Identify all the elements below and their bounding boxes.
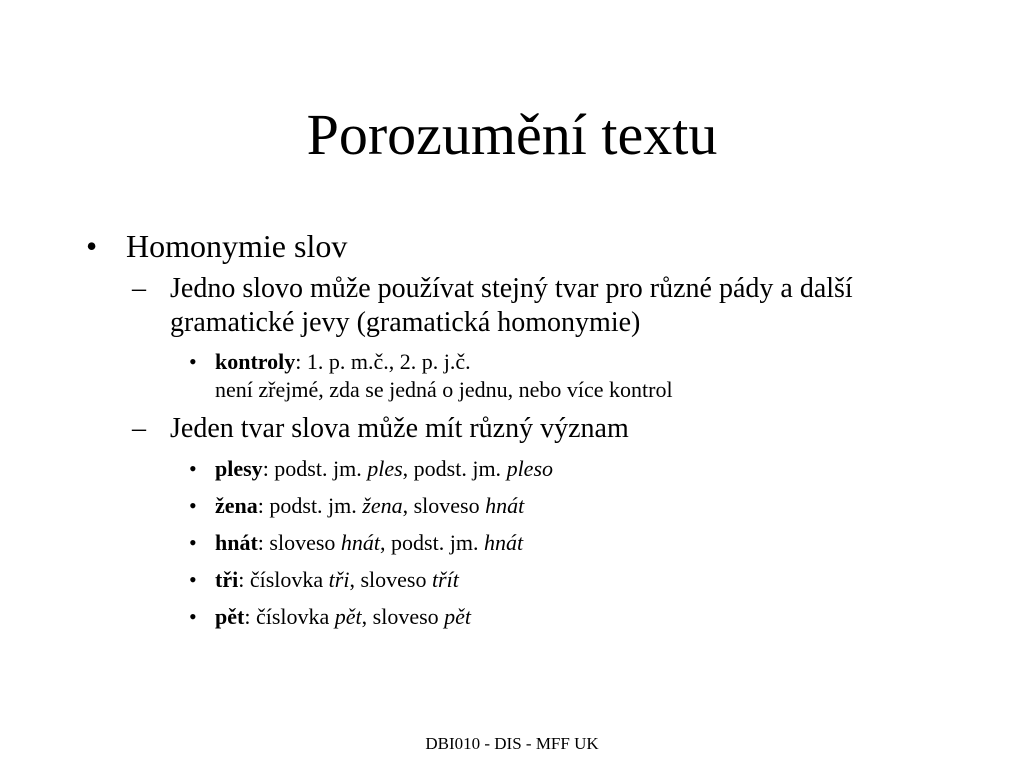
term: žena	[215, 493, 258, 518]
slide-footer: DBI010 - DIS - MFF UK	[425, 734, 599, 753]
bullet-marker: •	[189, 567, 197, 592]
term: tři	[215, 567, 239, 592]
item-plesy	[0, 455, 1024, 483]
bullet-marker: •	[189, 349, 197, 374]
bullet-marker: •	[86, 228, 98, 264]
item-text	[215, 603, 975, 631]
slide-title: Porozumění textu	[306, 102, 718, 167]
term: pět	[215, 604, 245, 629]
slide-content	[0, 226, 1024, 631]
subbullet-grammatical	[0, 272, 1024, 340]
item-zena	[0, 492, 1024, 520]
item-text	[215, 566, 975, 594]
example-word: ples	[367, 456, 403, 481]
definition-part: , sloveso	[349, 567, 432, 592]
subbullet-meaning	[0, 412, 1024, 446]
term: plesy	[215, 456, 263, 481]
bullet-marker: •	[189, 530, 197, 555]
example-word: tři	[328, 567, 350, 592]
definition-part: : číslovka	[238, 567, 329, 592]
example-word: pět	[444, 604, 472, 629]
item-kontroly	[0, 348, 1024, 404]
example-word: hnát	[485, 493, 525, 518]
bullet-marker: •	[189, 604, 197, 629]
definition-part: : podst. jm.	[257, 493, 363, 518]
subbullet-text: Jeden tvar slova může mít různý význam	[170, 413, 629, 444]
item-text	[215, 492, 975, 520]
term: kontroly	[215, 349, 296, 374]
example-word: třít	[431, 567, 459, 592]
bullet-marker: •	[189, 456, 197, 481]
definition-part: , sloveso	[402, 493, 486, 518]
definition-part: , podst. jm.	[402, 456, 507, 481]
example-word: hnát	[340, 530, 381, 555]
term: hnát	[215, 530, 258, 555]
definition-part: , podst. jm.	[380, 530, 484, 555]
item-tri	[0, 566, 1024, 594]
dash-marker: –	[132, 273, 146, 304]
item-text	[215, 348, 975, 404]
definition-part: , sloveso	[361, 604, 445, 629]
item-text	[215, 455, 975, 483]
example-word: žena	[362, 493, 403, 518]
item-text	[215, 529, 975, 557]
example-word: hnát	[483, 530, 524, 555]
definition: : 1. p. m.č., 2. p. j.č.	[295, 349, 471, 374]
definition-part: : podst. jm.	[262, 456, 368, 481]
note: není zřejmé, zda se jedná o jednu, nebo více kontrol	[215, 377, 673, 402]
item-pet	[0, 603, 1024, 631]
example-word: pět	[334, 604, 362, 629]
example-word: pleso	[506, 456, 554, 481]
bullet-homonymie	[0, 226, 1024, 266]
subbullet-text: Jedno slovo může používat stejný tvar pro různé pády a další gramatické jevy (gramatická homonymie)	[170, 273, 853, 338]
item-hnat	[0, 529, 1024, 557]
bullet-text: Homonymie slov	[126, 228, 348, 264]
dash-marker: –	[132, 413, 146, 444]
bullet-marker: •	[189, 493, 197, 518]
definition-part: : sloveso	[257, 530, 341, 555]
definition-part: : číslovka	[244, 604, 335, 629]
